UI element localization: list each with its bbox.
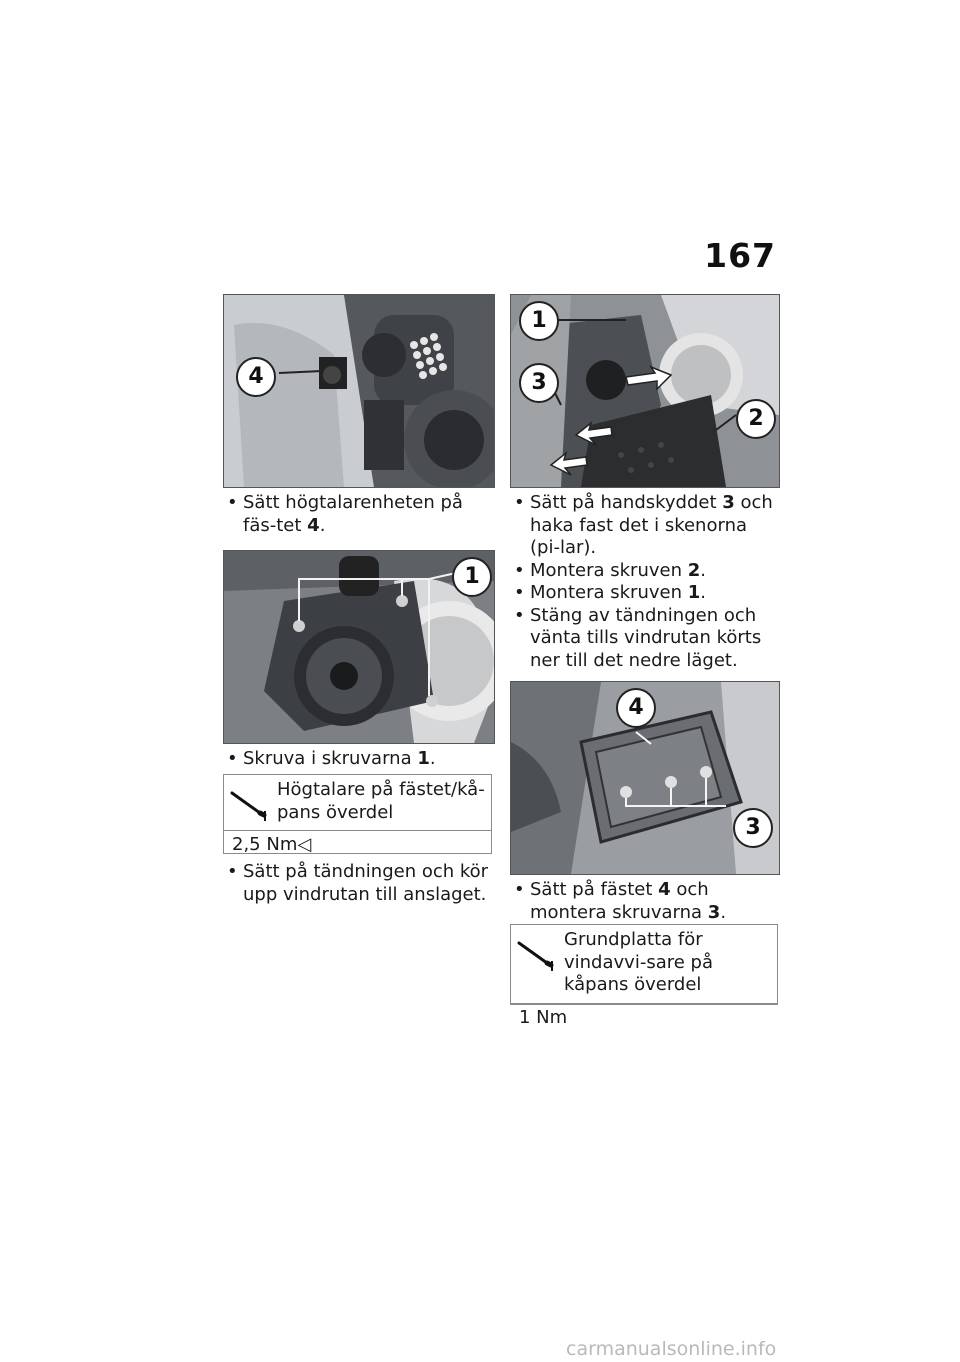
torque-table-deflector: Grundplatta för vindavvi-sare på kåpans överdel 1 Nm: [510, 924, 778, 1005]
callout-1: 1: [519, 301, 559, 341]
page-number: 167: [704, 236, 776, 275]
callout-4: 4: [616, 688, 656, 728]
step-ignition-on: • Sätt på tändningen och kör upp vindrutan till anslaget.: [223, 861, 493, 906]
figure-wind-deflector-bracket: [510, 681, 780, 875]
torque-table-speaker: Högtalare på fästet/kå-pans överdel 2,5 Nm◁: [223, 774, 492, 854]
callout-3: 3: [519, 363, 559, 403]
callout-2: 2: [736, 399, 776, 439]
step-mount-bracket: • Sätt på fästet 4 och montera skruvarna 3.: [510, 879, 778, 924]
callout-3: 3: [733, 808, 773, 848]
figure-hand-guard: [510, 294, 780, 488]
watermark: carmanualsonline.info: [566, 1338, 777, 1360]
torque-wrench-icon: [517, 935, 557, 975]
callout-1: 1: [452, 557, 492, 597]
steps-hand-guard: • Sätt på handskyddet 3 och haka fast det i skenorna (pi-lar). • Montera skruven 2. • Montera skruven 1. • Stäng av tändningen och vänta tills vindrutan körts ner till det nedre läget.: [510, 492, 778, 672]
figure-speaker-screws: [223, 550, 495, 744]
callout-4: 4: [236, 357, 276, 397]
figure-speaker-mount: [223, 294, 495, 488]
torque-wrench-icon: [230, 785, 270, 825]
step-speaker-unit: • Sätt högtalarenheten på fäs-tet 4.: [223, 492, 493, 537]
step-screw-in: • Skruva i skruvarna 1.: [223, 748, 493, 771]
